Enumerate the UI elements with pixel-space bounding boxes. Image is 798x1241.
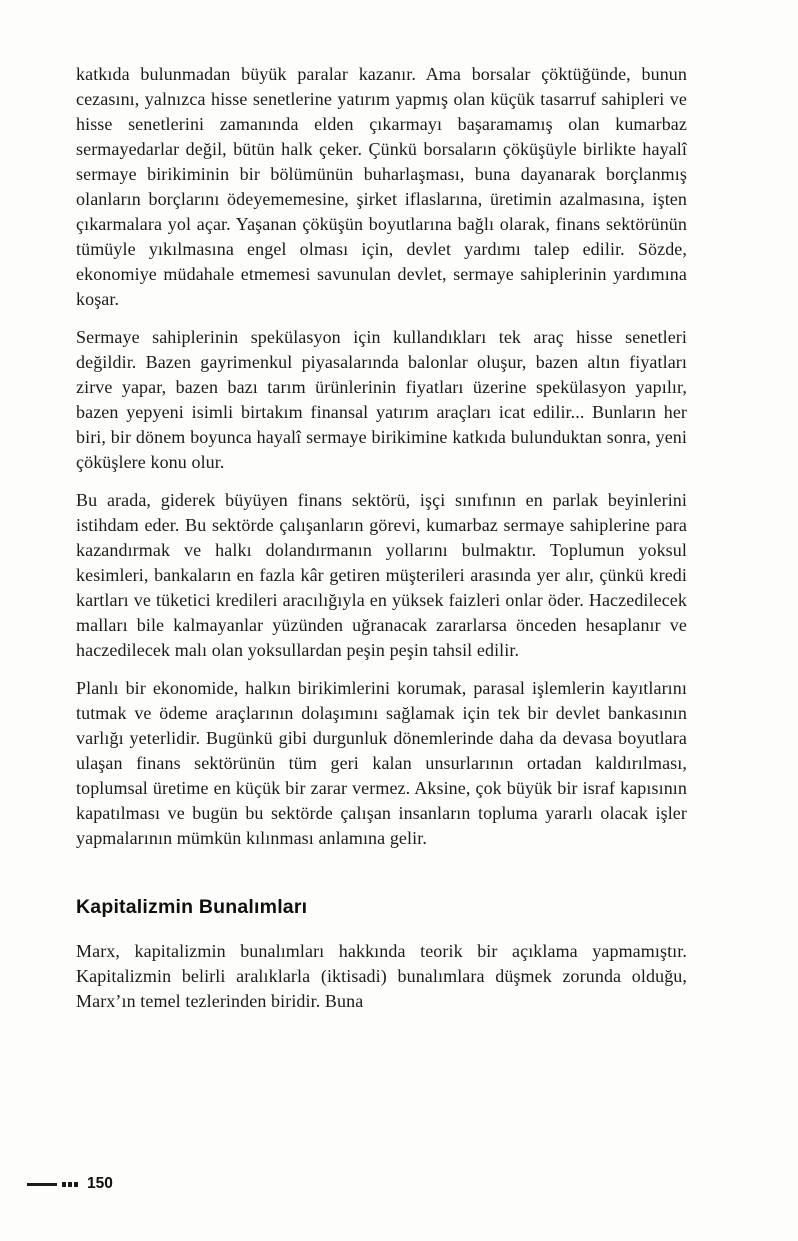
page-number: 150 [87, 1175, 113, 1192]
footer-dots-icon [62, 1182, 78, 1187]
body-paragraph: katkıda bulunmadan büyük paralar kazanır. Ama borsalar çöktüğünde, bunun cezasını, yalnızca hisse senetlerine yatırım yapmış olan küçük tasarruf sahipleri ve hisse senetlerini zamanında elden çıkarmayı başaramamış olan kumarbaz sermayedarlar değil, bütün halk çeker. Çünkü borsaların çöküşüyle birlikte hayalî sermaye birikiminin bir bölümünün buharlaşması, buna dayanarak borçlanmış olanların borçlarını ödeyememesine, şirket iflaslarına, üretimin azalmasına, işten çıkarmalara yol açar. Yaşanan çöküşün boyutlarına bağlı olarak, finans sektörünün tümüyle yıkılmasına engel olması için, devlet yardımı talep edilir. Sözde, ekonomiye müdahale etmemesi savunulan devlet, sermaye sahiplerinin yardımına koşar. [76, 64, 687, 309]
text-column [76, 62, 687, 1027]
body-paragraph: Marx, kapitalizmin bunalımları hakkında teorik bir açıklama yapmamıştır. Kapitalizmin belirli aralıklarla (iktisadi) bunalımlara düşmek zorunda olduğu, Marx’ın temel tezlerinden biridir. Buna [76, 941, 687, 1011]
body-paragraph: Planlı bir ekonomide, halkın birikimlerini korumak, parasal işlemlerin kayıtlarını tutmak ve ödeme araçlarının dolaşımını sağlamak için tek bir devlet bankasının varlığı yeterlidir. Bugünkü gibi durgunluk dönemlerinde daha da devasa boyutlara ulaşan finans sektörünün tüm geri kalan unsurlarının ortadan kaldırılması, toplumsal üretime en küçük bir zarar vermez. Aksine, çok büyük bir israf kapısının kapatılması ve bugün bu sektörde çalışan insanların topluma yararlı olacak işler yapmalarının mümkün kılınması anlamına gelir. [76, 678, 687, 848]
section-heading: Kapitalizmin Bunalımları [76, 896, 308, 918]
body-paragraph: Bu arada, giderek büyüyen finans sektörü, işçi sınıfının en parlak beyinlerini istihdam eder. Bu sektörde çalışanların görevi, kumarbaz sermaye sahiplerine para kazandırmak ve halkı dolandırmanın yollarını bulmaktır. Toplumun yoksul kesimleri, bankaların en fazla kâr getiren müşterileri arasında yer alır, çünkü kredi kartları ve tüketici kredileri aracılığıyla en yüksek faizleri onlar öder. Haczedilecek malları bile kalmayanlar yüzünden uğranacak zararlarsa önceden hesaplanır ve haczedilecek malı olan yoksullardan peşin peşin tahsil edilir. [76, 490, 687, 660]
footer-rule [27, 1183, 57, 1186]
page-footer [27, 1175, 113, 1193]
body-paragraph: Sermaye sahiplerinin spekülasyon için kullandıkları tek araç hisse senetleri değildir. Bazen gayrimenkul piyasalarında balonlar oluşur, bazen altın fiyatları zirve yapar, bazen bazı tarım ürünlerinin fiyatları üzerine spekülasyon yapılır, bazen yepyeni isimli birtakım finansal yatırım araçları icat edilir... Bunların her biri, bir dönem boyunca hayalî sermaye birikimine katkıda bulunduktan sonra, yeni çöküşlere konu olur. [76, 327, 687, 472]
